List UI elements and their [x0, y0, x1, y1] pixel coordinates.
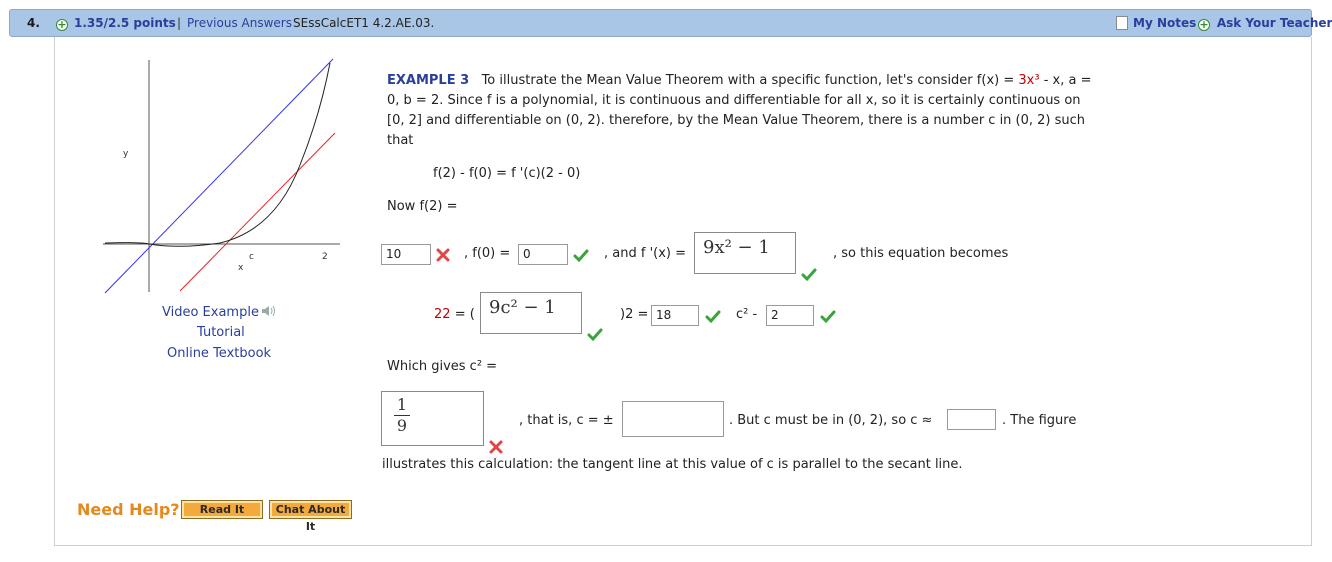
example-line-4: that	[387, 133, 414, 148]
speaker-icon	[261, 305, 277, 317]
c-squared-math-input[interactable]	[381, 391, 484, 446]
which-gives-label: Which gives c² =	[387, 359, 498, 374]
lhs-22-value: 22	[434, 307, 451, 322]
plus-icon: +	[1199, 18, 1209, 31]
value-18-input[interactable]: 18	[651, 305, 699, 326]
chat-about-it-button[interactable]: Chat About It	[269, 500, 352, 519]
secant-line	[105, 59, 333, 293]
correct-check-icon	[820, 310, 836, 324]
example-line-2: 0, b = 2. Since f is a polynomial, it is continuous and differentiable for all x, so it is certainly continuous on	[387, 93, 1081, 108]
separator: |	[177, 16, 182, 30]
online-textbook-link[interactable]: Online Textbook	[167, 346, 272, 361]
question-number: 4.	[27, 16, 40, 30]
close-paren-label: )2 =	[620, 307, 649, 322]
tangent-line	[180, 133, 335, 291]
note-icon	[1116, 16, 1128, 30]
function-curve	[105, 63, 330, 246]
correct-check-icon	[587, 328, 603, 342]
two-tick-label: 2	[322, 252, 328, 262]
y-axis-label: y	[123, 149, 129, 159]
ask-teacher-link[interactable]: + Ask Your Teacher	[1199, 16, 1332, 31]
tutorial-link[interactable]: Tutorial	[197, 325, 245, 340]
value-2-input[interactable]: 2	[766, 305, 814, 326]
need-help-label: Need Help?	[77, 500, 180, 519]
incorrect-x-icon	[436, 248, 450, 262]
lhs-22-row: 22 = (	[434, 307, 475, 322]
c-expression-math-input[interactable]: 9c² − 1	[480, 292, 582, 334]
conclusion-text: illustrates this calculation: the tangent line at this value of c is parallel to the secant line.	[382, 457, 963, 472]
f2-answer-input[interactable]: 10	[381, 244, 431, 265]
correct-check-icon	[801, 268, 817, 282]
read-it-button[interactable]: Read It	[181, 500, 263, 519]
but-c-label: . But c must be in (0, 2), so c ≈	[729, 413, 933, 428]
problem-code: SEssCalcET1 4.2.AE.03.	[293, 16, 435, 30]
fraction: 1 9	[394, 396, 410, 435]
my-notes-link[interactable]: My Notes	[1116, 16, 1196, 30]
incorrect-x-icon	[489, 440, 503, 454]
mvt-graph	[100, 55, 345, 300]
previous-answers-link[interactable]: Previous Answers	[187, 16, 292, 30]
example-line-1: EXAMPLE 3 To illustrate the Mean Value Theorem with a specific function, let's consider f(x) = 3x³ - x, a =	[387, 73, 1092, 88]
f0-label: , f(0) =	[464, 246, 511, 261]
correct-check-icon	[705, 310, 721, 324]
video-example-link[interactable]: Video Example	[162, 305, 277, 320]
now-f2-label: Now f(2) =	[387, 199, 458, 214]
x-axis-label: x	[238, 263, 244, 273]
example-title: EXAMPLE 3	[387, 73, 470, 88]
example-line-3: [0, 2] and differentiable on (0, 2). therefore, by the Mean Value Theorem, there is a number c in (0, 2) such	[387, 113, 1086, 128]
question-header	[9, 9, 1332, 37]
points-score: 1.35/2.5 points	[74, 16, 176, 30]
f0-answer-input[interactable]: 0	[518, 244, 568, 265]
c-value-input[interactable]	[622, 401, 724, 437]
c2-minus-label: c² -	[736, 307, 758, 322]
mvt-equation: f(2) - f(0) = f '(c)(2 - 0)	[433, 166, 581, 181]
c-approx-input[interactable]	[947, 409, 996, 430]
fprime-math-input[interactable]: 9x² − 1	[694, 232, 796, 274]
equation-becomes-label: , so this equation becomes	[833, 246, 1009, 261]
expand-plus-icon[interactable]: +	[57, 18, 67, 31]
correct-check-icon	[573, 249, 589, 263]
fprime-label: , and f '(x) =	[604, 246, 686, 261]
the-figure-label: . The figure	[1002, 413, 1077, 428]
that-is-label: , that is, c = ±	[519, 413, 614, 428]
c-tick-label: c	[249, 252, 254, 262]
